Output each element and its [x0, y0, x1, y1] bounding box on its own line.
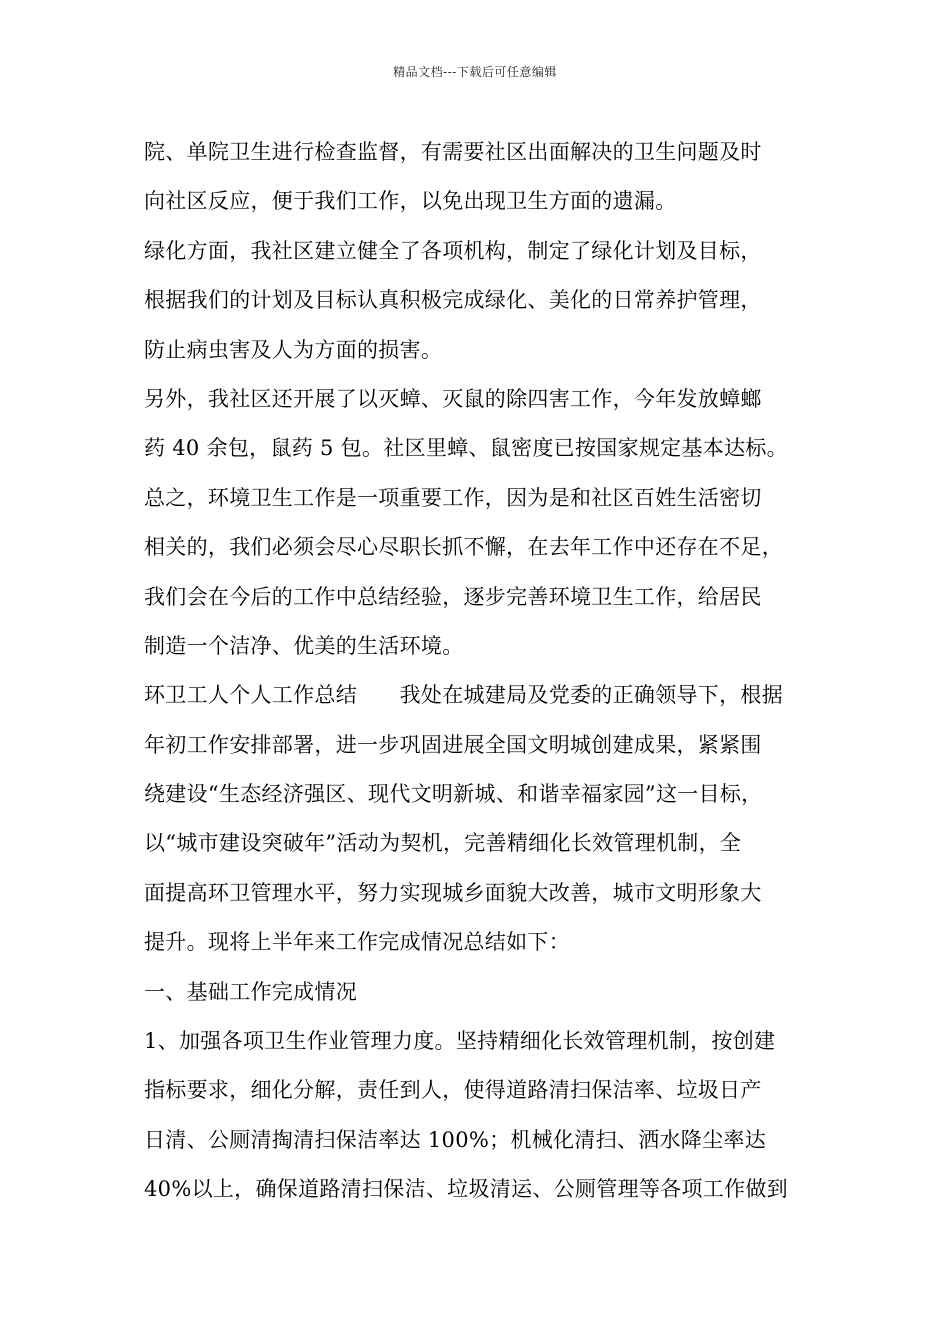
text-line: 40%以上，确保道路清扫保洁、垃圾清运、公厕管理等各项工作做到	[144, 1177, 788, 1202]
text-line: 相关的，我们必须会尽心尽职长抓不懈，在去年工作中还存在不足，	[144, 535, 783, 560]
text-line: 日清、公厕清掏清扫保洁率达 100%；机械化清扫、洒水降尘率达	[144, 1127, 767, 1152]
text-line: 另外，我社区还开展了以灭蟑、灭鼠的除四害工作，今年发放蟑螂	[144, 386, 762, 411]
text-line: 年初工作安排部署，进一步巩固进展全国文明城创建成果，紧紧围	[144, 732, 762, 757]
text-line: 提升。现将上半年来工作完成情况总结如下：	[144, 930, 570, 955]
text-line: 指标要求，细化分解，责任到人，使得道路清扫保洁率、垃圾日产	[144, 1078, 762, 1103]
text-line: 以“城市建设突破年”活动为契机，完善精细化长效管理机制，全	[144, 831, 742, 856]
text-line: 防止病虫害及人为方面的损害。	[144, 337, 443, 362]
text-line: 药 40 余包，鼠药 5 包。社区里蟑、鼠密度已按国家规定基本达标。	[144, 436, 788, 461]
text-line: 制造一个洁净、优美的生活环境。	[144, 633, 464, 658]
document-body	[144, 128, 824, 1215]
text-line: 院、单院卫生进行检查监督，有需要社区出面解决的卫生问题及时	[144, 140, 762, 164]
text-line: 面提高环卫管理水平，努力实现城乡面貌大改善，城市文明形象大	[144, 880, 762, 905]
text-line: 绿化方面，我社区建立健全了各项机构，制定了绿化计划及目标，	[144, 238, 762, 263]
text-line: 根据我们的计划及目标认真积极完成绿化、美化的日常养护管理，	[144, 288, 762, 313]
text-line: 1、加强各项卫生作业管理力度。坚持精细化长效管理机制，按创建	[144, 1029, 776, 1054]
text-line: 环卫工人个人工作总结 我处在城建局及党委的正确领导下，根据	[144, 683, 783, 708]
text-line: 向社区反应，便于我们工作，以免出现卫生方面的遗漏。	[144, 189, 677, 214]
section-heading: 一、基础工作完成情况	[144, 979, 357, 1004]
text-line: 我们会在今后的工作中总结经验，逐步完善环境卫生工作，给居民	[144, 584, 762, 609]
page-header: 精品文档---下载后可任意编辑	[393, 65, 557, 79]
text-line: 绕建设“生态经济强区、现代文明新城、和谐幸福家园”这一目标，	[144, 782, 763, 807]
text-line: 总之，环境卫生工作是一项重要工作，因为是和社区百姓生活密切	[144, 485, 762, 510]
